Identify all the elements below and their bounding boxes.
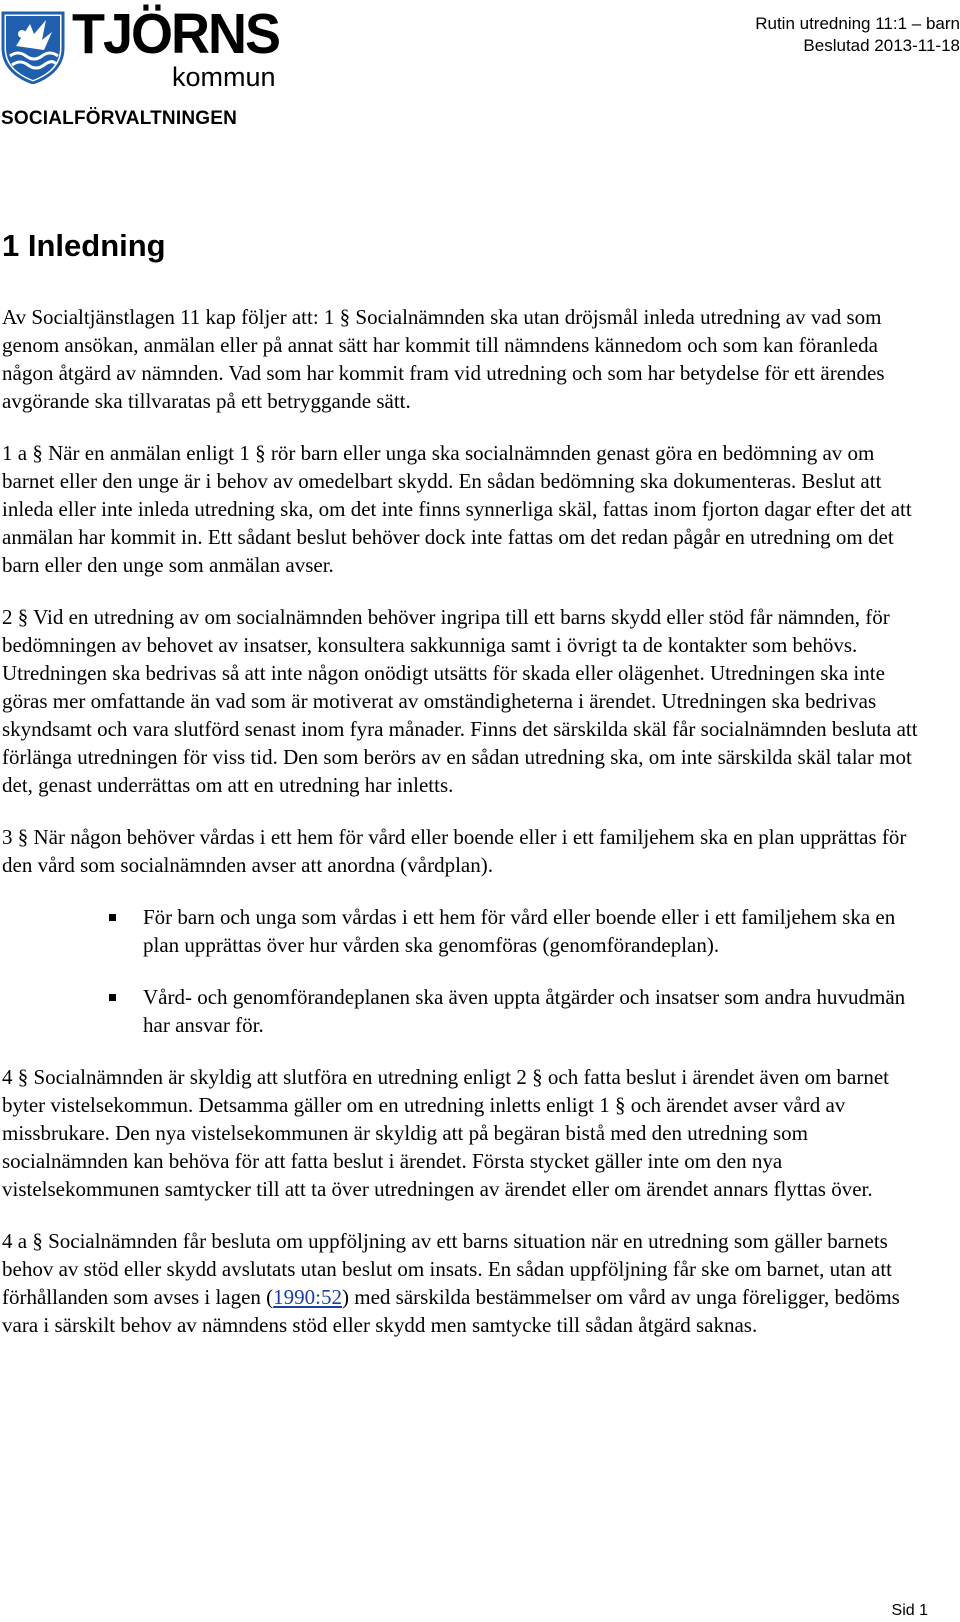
list-item [143, 903, 930, 959]
document-date: Beslutad 2013-11-18 [803, 36, 960, 55]
document-title: Rutin utredning 11:1 – barn [755, 14, 960, 33]
bullet-list [2, 903, 930, 1039]
bullet-square-icon [109, 914, 116, 921]
document-meta [660, 13, 960, 57]
paragraph-1: Av Socialtjänstlagen 11 kap följer att: 1 § Socialnämnden ska utan dröjsmål inleda utredning av vad som genom ansökan, anmälan eller på annat sätt har kommit till nämndens kännedom och som kan föranleda någon åtgärd av nämnden. Vad som har kommit fram vid utredning och som har betydelse för ett ärendes avgörande ska tillvaratas på ett betryggande sätt. [2, 305, 885, 413]
paragraph-6-text-start: 4 a § Socialnämnden får besluta om uppföljning av ett barns situation när en utredning som gäller barnets behov av stöd eller skydd avslutats utan beslut om insats. En sådan uppföljning får ske om barnet, utan att förhållanden som avses i lagen ( [2, 1229, 892, 1309]
law-reference-link[interactable]: 1990:52 [273, 1285, 343, 1309]
paragraph-6 [2, 1227, 930, 1339]
department-name: SOCIALFÖRVALTNINGEN [1, 108, 238, 129]
section-heading: 1 Inledning [2, 228, 166, 263]
paragraph-2: 1 a § När en anmälan enligt 1 § rör barn eller unga ska socialnämnden genast göra en bedömning av om barnet eller den unge är i behov av omedelbart skydd. En sådan bedömning ska dokumenteras. Beslut att inleda eller inte inleda utredning ska, om det inte finns synnerliga skäl, fattas inom fjorton dagar efter det att anmälan har kommit in. Ett sådant beslut behöver dock inte fattas om det redan pågår en utredning om det barn eller den unge som anmälan avser. [2, 441, 912, 577]
logo-wordmark: TJÖRNS [72, 2, 280, 66]
page-number: Sid 1 [891, 1602, 928, 1619]
paragraph-4: 3 § När någon behöver vårdas i ett hem för vård eller boende eller i ett familjehem ska en plan upprättas för den vård som socialnämnden avser att anordna (vårdplan). [2, 825, 907, 877]
coat-of-arms-icon [0, 10, 66, 84]
list-item-text: För barn och unga som vårdas i ett hem för vård eller boende eller i ett familjehem ska en plan upprättas över hur vården ska genomföras (genomförandeplan). [143, 905, 896, 957]
logo-subtitle: kommun [172, 62, 276, 92]
list-item [143, 983, 930, 1039]
paragraph-3: 2 § Vid en utredning av om socialnämnden behöver ingripa till ett barns skydd eller stöd får nämnden, för bedömningen av behovet av insatser, konsultera sakkunniga samt i övrigt ta de kontakter som behövs. Utredningen ska bedrivas så att inte någon onödigt utsätts för skada eller olägenhet. Utredningen ska inte göras mer omfattande än vad som är motiverat av omständigheterna i ärendet. Utredningen ska bedrivas skyndsamt och vara slutförd senast inom fyra månader. Finns det särskilda skäl får socialnämnden besluta att förlänga utredningen för viss tid. Den som berörs av en sådan utredning ska, om inte särskilda skäl talar mot det, genast underrättas om att en utredning har inletts. [2, 605, 918, 797]
municipality-logo [0, 2, 300, 92]
paragraph-5: 4 § Socialnämnden är skyldig att slutföra en utredning enligt 2 § och fatta beslut i ärendet även om barnet byter vistelsekommun. Detsamma gäller om en utredning inletts enligt 1 § och ärendet avser vård av missbrukare. Den nya vistelsekommunen är skyldig att på begäran bistå med den utredning som socialnämnden kan behöva för att fatta beslut i ärendet. Första stycket gäller inte om den nya vistelsekommunen samtycker till att ta över utredningen av ärendet eller om ärendet annars flyttas över. [2, 1065, 889, 1201]
document-body [2, 303, 930, 1363]
list-item-text: Vård- och genomförandeplanen ska även uppta åtgärder och insatser som andra huvudmän har ansvar för. [143, 985, 906, 1037]
paragraph-6-text-end: ) med särskilda bestämmelser om vård av unga föreligger, bedöms vara i särskilt behov av nämndens stöd eller skydd men samtycke till sådan åtgärd saknas. [2, 1285, 900, 1337]
bullet-square-icon [109, 994, 116, 1001]
